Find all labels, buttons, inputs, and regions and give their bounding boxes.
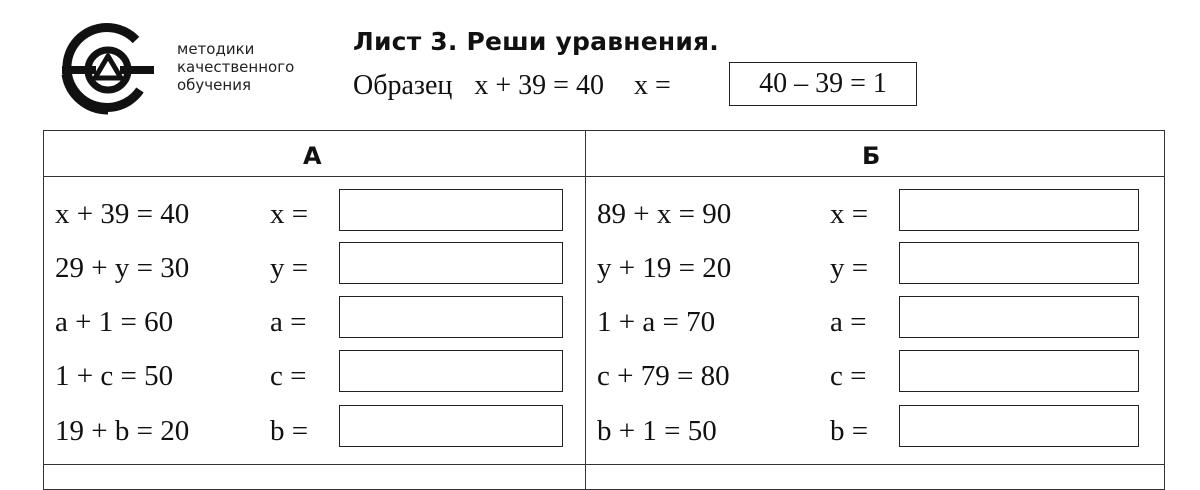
equation-text: 29 + y = 30 xyxy=(55,252,190,284)
equation-text: c + 79 = 80 xyxy=(597,360,730,392)
variable-label: b = xyxy=(830,415,869,447)
brand-logo xyxy=(58,18,158,118)
answer-box[interactable] xyxy=(339,189,563,231)
variable-label: x = xyxy=(830,198,869,230)
sample-answer: 40 – 39 = 1 xyxy=(759,68,887,99)
answer-box[interactable] xyxy=(899,405,1139,447)
answer-box[interactable] xyxy=(899,242,1139,284)
column-header-a: А xyxy=(303,142,322,170)
variable-label: b = xyxy=(270,415,309,447)
equation-text: y + 19 = 20 xyxy=(597,252,732,284)
variable-label: c = xyxy=(830,360,867,392)
answer-box[interactable] xyxy=(339,405,563,447)
column-header-b: Б xyxy=(862,142,881,170)
equation-text: 89 + x = 90 xyxy=(597,198,732,230)
variable-label: a = xyxy=(830,306,867,338)
variable-label: y = xyxy=(830,252,869,284)
equation-text: a + 1 = 60 xyxy=(55,306,174,338)
variable-label: y = xyxy=(270,252,309,284)
variable-label: a = xyxy=(270,306,307,338)
answer-box[interactable] xyxy=(899,350,1139,392)
answer-box[interactable] xyxy=(339,242,563,284)
brand-line: методики xyxy=(177,40,255,58)
page-title: Лист 3. Реши уравнения. xyxy=(353,27,719,56)
equation-text: 19 + b = 20 xyxy=(55,415,190,447)
variable-label: c = xyxy=(270,360,307,392)
brand-text xyxy=(177,40,294,94)
sample-label: Образец xyxy=(353,70,453,101)
answer-box[interactable] xyxy=(899,189,1139,231)
answer-box[interactable] xyxy=(899,296,1139,338)
answer-box[interactable] xyxy=(339,296,563,338)
equation-text: 1 + c = 50 xyxy=(55,360,174,392)
equation-text: 1 + a = 70 xyxy=(597,306,716,338)
brand-line: качественного xyxy=(177,58,295,76)
sample-line xyxy=(353,70,671,102)
brand-line: обучения xyxy=(177,76,251,94)
triangle-circle-logo-icon xyxy=(58,18,158,118)
table-bottom-divider xyxy=(43,464,1165,465)
variable-label: x = xyxy=(270,198,309,230)
answer-box[interactable] xyxy=(339,350,563,392)
equation-text: b + 1 = 50 xyxy=(597,415,717,447)
sample-var: x = xyxy=(633,70,671,101)
table-header-divider xyxy=(43,176,1165,177)
sample-equation: x + 39 = 40 xyxy=(474,70,604,101)
table-divider xyxy=(585,130,586,490)
sample-answer-box xyxy=(729,62,917,106)
equation-text: x + 39 = 40 xyxy=(55,198,190,230)
